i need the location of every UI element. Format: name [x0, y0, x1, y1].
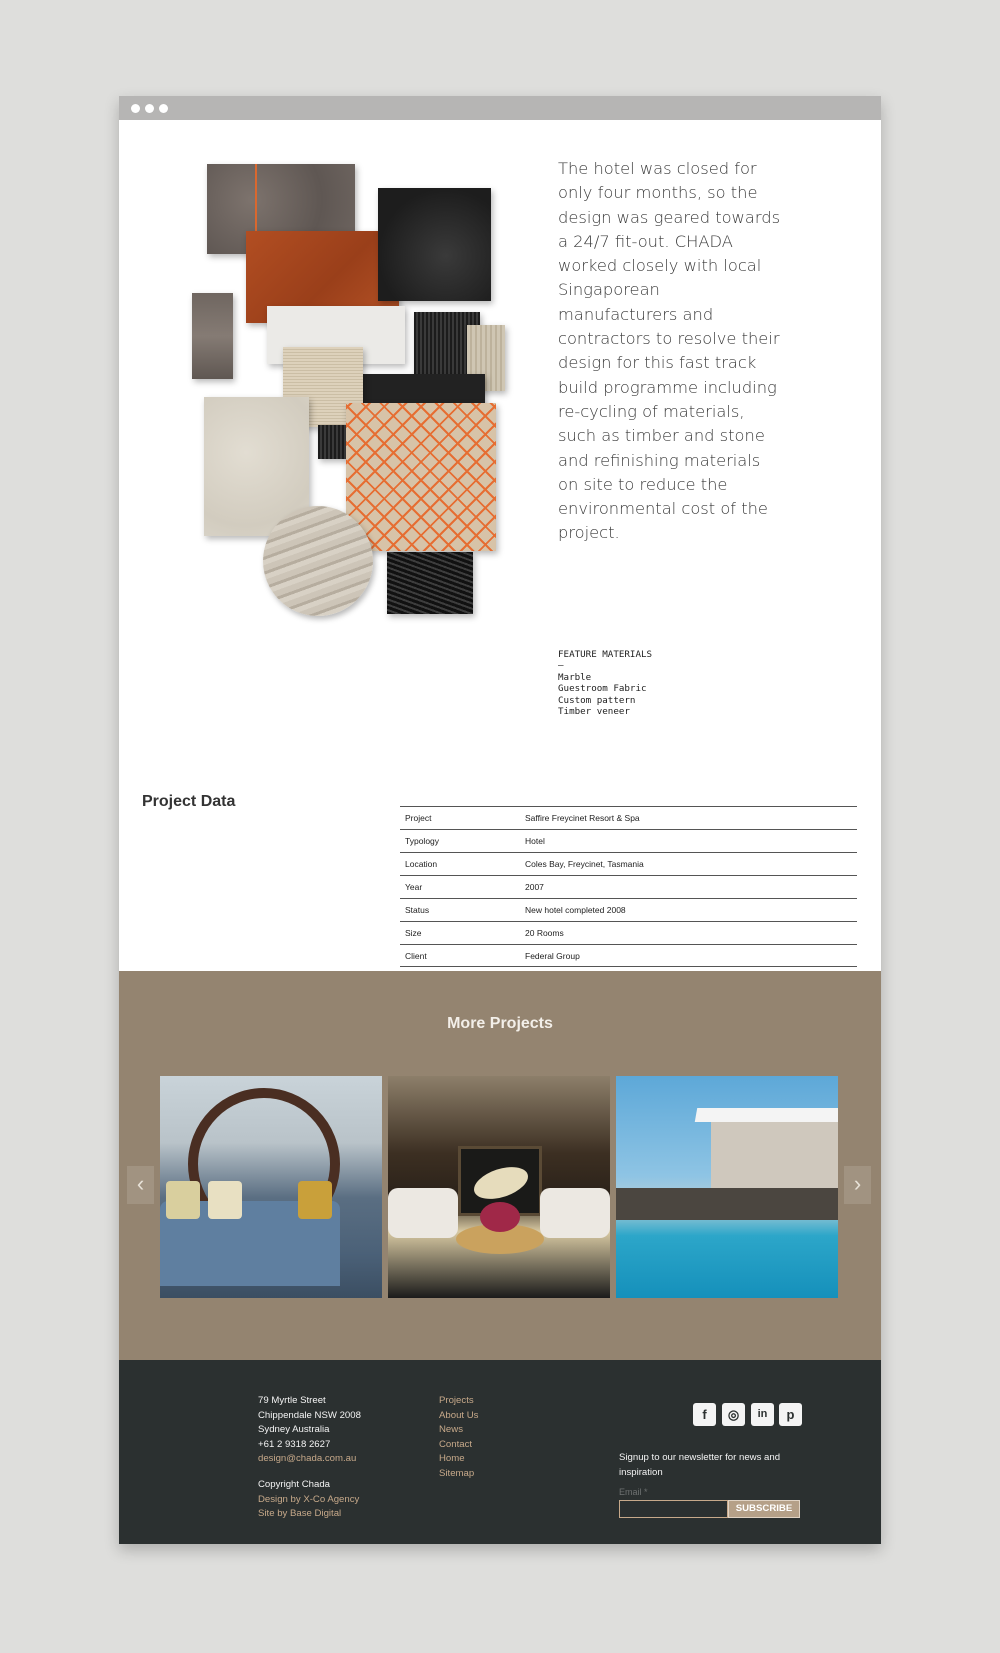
material-item: Marble — [558, 671, 592, 683]
project-data-title: Project Data — [142, 793, 236, 810]
footer-nav-news[interactable]: News — [439, 1424, 463, 1435]
material-item: Timber veneer — [558, 706, 630, 718]
row-label: Status — [405, 905, 430, 915]
phone: +61 2 9318 2627 — [258, 1438, 331, 1450]
pool-deck-shape — [616, 1188, 838, 1220]
design-credit-link[interactable]: Design by X-Co Agency — [258, 1493, 360, 1505]
footer-credits — [258, 1478, 359, 1522]
window-dot-icon[interactable] — [131, 104, 140, 113]
row-value: Coles Bay, Freycinet, Tasmania — [525, 859, 644, 869]
cushion-shape — [208, 1181, 242, 1219]
row-label: Location — [405, 859, 438, 869]
more-projects-title: More Projects — [447, 1015, 553, 1032]
material-swatch — [346, 403, 496, 551]
material-swatch — [378, 188, 491, 301]
table-row — [400, 944, 857, 967]
project-thumbnail[interactable] — [388, 1076, 610, 1298]
material-item: Custom pattern — [558, 694, 636, 706]
table-row — [400, 852, 857, 875]
subscribe-button[interactable]: SUBSCRIBE — [728, 1500, 800, 1518]
footer-nav-home[interactable]: Home — [439, 1453, 465, 1464]
feature-materials — [558, 649, 652, 717]
flowers-shape — [480, 1202, 520, 1232]
row-value: 2007 — [525, 882, 544, 892]
materials-dash: — — [558, 660, 564, 672]
row-label: Typology — [405, 836, 440, 846]
project-description: The hotel was closed for only four months, so the design was geared towards a 24/7 fit-out. CHADA worked closely with local Singaporean manufacturers and contractors to resolve their design for this fast track build programme including re-cycling of materials, such as timber and stone and refinishing materials on site to reduce the environmental cost of the project. — [558, 159, 781, 543]
project-thumbnail[interactable] — [616, 1076, 838, 1298]
footer-nav-sitemap[interactable]: Sitemap — [439, 1467, 475, 1479]
window-dot-icon[interactable] — [159, 104, 168, 113]
more-projects-section — [119, 971, 881, 1360]
table-row — [400, 898, 857, 921]
footer-nav — [439, 1394, 478, 1481]
carousel-prev-icon[interactable]: ‹ — [127, 1166, 154, 1204]
cushion-shape — [298, 1181, 332, 1219]
address-line: Sydney Australia — [258, 1424, 330, 1435]
table-row — [400, 829, 857, 852]
copyright: Copyright Chada — [258, 1479, 330, 1490]
instagram-icon[interactable]: ◎ — [722, 1403, 745, 1426]
site-credit-link[interactable]: Site by Base Digital — [258, 1508, 342, 1519]
project-data-table — [400, 806, 857, 967]
row-label: Year — [405, 882, 423, 892]
row-value: New hotel completed 2008 — [525, 905, 626, 915]
footer-address — [258, 1394, 361, 1467]
material-swatch — [318, 425, 348, 459]
project-thumbnail[interactable] — [160, 1076, 382, 1298]
carousel-next-icon[interactable]: › — [844, 1166, 871, 1204]
email-label: Email * — [619, 1487, 648, 1497]
row-value: Federal Group — [525, 951, 580, 961]
newsletter-text: Signup to our newsletter for news and inspiration — [619, 1452, 781, 1478]
row-value: 20 Rooms — [525, 928, 564, 938]
pinterest-icon[interactable]: p — [779, 1403, 802, 1426]
cushion-shape — [166, 1181, 200, 1219]
footer-nav-projects[interactable]: Projects — [439, 1395, 474, 1406]
roof-shape — [695, 1108, 838, 1122]
sofa-shape — [388, 1188, 458, 1238]
table-row — [400, 875, 857, 898]
table-row — [400, 921, 857, 944]
materials-heading: FEATURE MATERIALS — [558, 649, 653, 660]
row-value: Hotel — [525, 836, 545, 846]
email-link[interactable]: design@chada.com.au — [258, 1453, 357, 1464]
material-swatch — [387, 552, 473, 614]
footer-nav-contact[interactable]: Contact — [439, 1438, 473, 1450]
browser-window — [119, 96, 881, 1544]
facebook-icon[interactable]: f — [693, 1403, 716, 1426]
email-input[interactable] — [619, 1500, 728, 1518]
window-titlebar — [119, 96, 881, 120]
sofa-shape — [540, 1188, 610, 1238]
material-swatch — [263, 506, 373, 616]
row-label: Client — [405, 951, 427, 961]
material-item: Guestroom Fabric — [558, 683, 647, 695]
row-value: Saffire Freycinet Resort & Spa — [525, 813, 640, 823]
material-swatch — [192, 293, 233, 379]
row-label: Size — [405, 928, 422, 938]
site-footer — [119, 1360, 881, 1544]
address-line: 79 Myrtle Street — [258, 1395, 326, 1406]
address-line: Chippendale NSW 2008 — [258, 1409, 361, 1421]
row-label: Project — [405, 813, 432, 823]
footer-nav-about[interactable]: About Us — [439, 1409, 479, 1421]
window-dot-icon[interactable] — [145, 104, 154, 113]
linkedin-icon[interactable]: in — [751, 1403, 774, 1426]
table-row — [400, 806, 857, 829]
